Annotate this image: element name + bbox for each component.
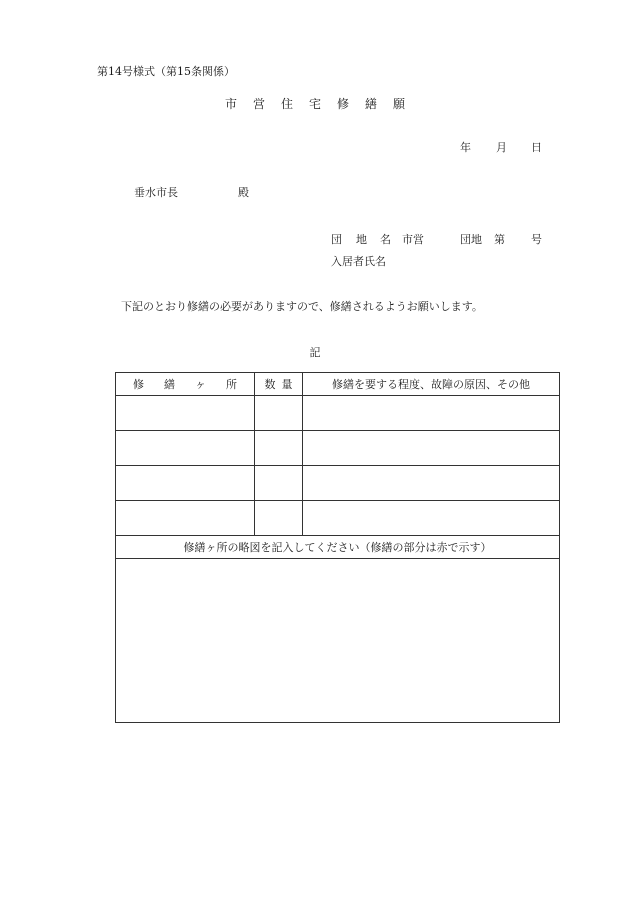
header-char: 数 bbox=[264, 378, 276, 391]
repair-table bbox=[115, 372, 560, 723]
location-cell[interactable] bbox=[116, 501, 255, 536]
title-char: 繕 bbox=[365, 97, 378, 111]
location-cell[interactable] bbox=[116, 396, 255, 431]
title-char: 願 bbox=[393, 97, 406, 111]
table-header-row bbox=[116, 373, 560, 396]
complex-label-char: 名 bbox=[380, 233, 391, 246]
number-prefix: 第 bbox=[494, 233, 505, 246]
details-cell[interactable] bbox=[303, 501, 560, 536]
details-header: 修繕を要する程度、故障の原因、その他 bbox=[303, 373, 560, 396]
form-number: 第14号様式（第15条関係） bbox=[97, 65, 235, 78]
title-char: 修 bbox=[337, 97, 350, 111]
table-row bbox=[116, 501, 560, 536]
title-char: 宅 bbox=[308, 97, 321, 111]
table-row bbox=[116, 431, 560, 466]
addressee-mayor: 垂水市長 bbox=[134, 186, 178, 199]
number-suffix: 号 bbox=[531, 233, 542, 246]
quantity-cell[interactable] bbox=[255, 466, 303, 501]
city-owned-label: 市営 bbox=[402, 233, 424, 246]
title-char: 営 bbox=[252, 97, 265, 111]
quantity-header bbox=[255, 373, 303, 396]
document-title bbox=[0, 95, 630, 112]
details-cell[interactable] bbox=[303, 431, 560, 466]
location-cell[interactable] bbox=[116, 431, 255, 466]
table-row bbox=[116, 396, 560, 431]
quantity-cell[interactable] bbox=[255, 396, 303, 431]
ki-heading: 記 bbox=[309, 346, 321, 359]
location-cell[interactable] bbox=[116, 466, 255, 501]
sketch-row bbox=[116, 559, 560, 723]
header-char: 量 bbox=[281, 378, 293, 391]
details-cell[interactable] bbox=[303, 396, 560, 431]
table-row bbox=[116, 466, 560, 501]
location-header bbox=[116, 373, 255, 396]
sketch-instruction: 修繕ヶ所の略図を記入してください（修繕の部分は赤で示す） bbox=[116, 536, 560, 559]
date-year: 年 bbox=[460, 141, 471, 154]
header-char: 所 bbox=[226, 378, 237, 391]
header-char: 繕 bbox=[164, 378, 175, 391]
header-char: ヶ bbox=[195, 378, 206, 391]
details-cell[interactable] bbox=[303, 466, 560, 501]
sketch-area[interactable] bbox=[116, 559, 560, 723]
title-char: 市 bbox=[224, 97, 237, 111]
complex-word: 団地 bbox=[460, 233, 482, 246]
complex-label-char: 団 bbox=[331, 233, 342, 246]
title-char: 住 bbox=[280, 97, 293, 111]
addressee-honorific: 殿 bbox=[238, 186, 249, 199]
header-char: 修 bbox=[133, 378, 144, 391]
date-month: 月 bbox=[496, 141, 507, 154]
resident-name-label: 入居者氏名 bbox=[331, 255, 386, 268]
quantity-cell[interactable] bbox=[255, 431, 303, 466]
complex-label-char: 地 bbox=[356, 233, 367, 246]
sketch-header-row bbox=[116, 536, 560, 559]
date-day: 日 bbox=[531, 141, 542, 154]
request-text: 下記のとおり修繕の必要がありますので、修繕されるようお願いします。 bbox=[121, 300, 483, 313]
quantity-cell[interactable] bbox=[255, 501, 303, 536]
